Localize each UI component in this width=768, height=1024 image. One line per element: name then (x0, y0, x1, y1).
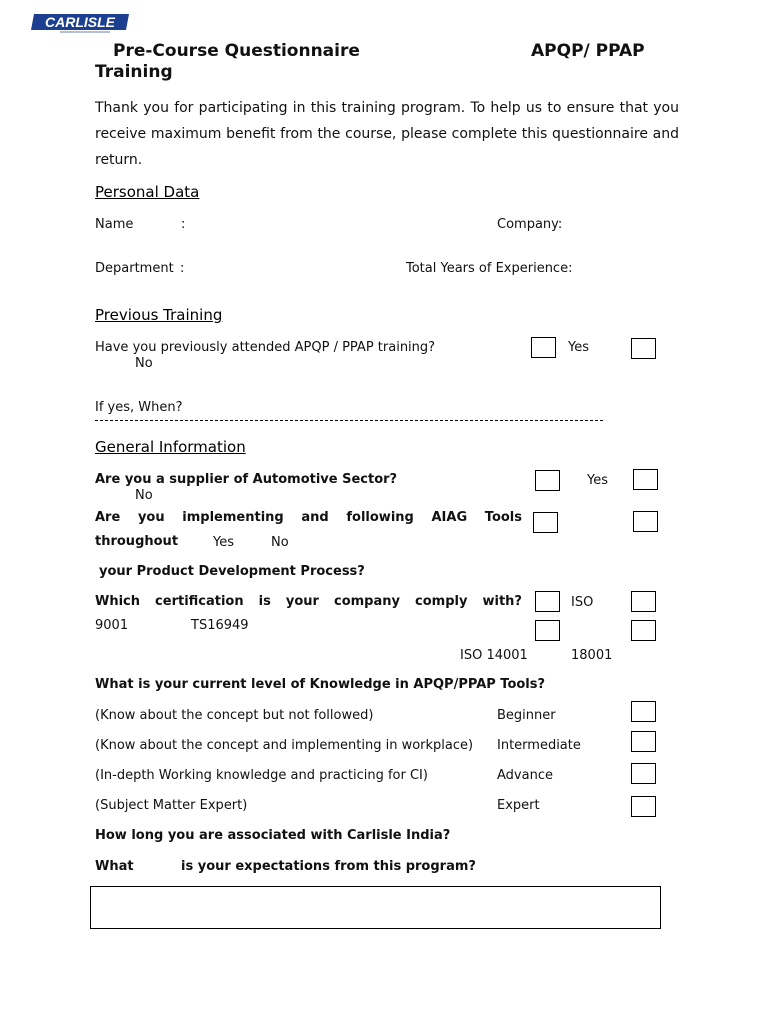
aiag-word: implementing (182, 510, 284, 525)
department-label: Department (95, 261, 174, 276)
supplier-yes-checkbox[interactable] (535, 470, 560, 491)
ohsas18001-checkbox[interactable] (631, 620, 656, 641)
page-title: Pre-Course Questionnaire (113, 41, 360, 61)
level-description: (Know about the concept and implementing in workplace) (95, 738, 474, 753)
previous-yes-checkbox[interactable] (531, 337, 556, 358)
knowledge-question: What is your current level of Knowledge in APQP/PPAP Tools? (95, 677, 546, 692)
cert-word: your (285, 594, 319, 609)
name-colon: : (181, 217, 186, 232)
supplier-no-checkbox[interactable] (633, 469, 658, 490)
page-title-course: APQP/ PPAP (531, 41, 645, 61)
supplier-no-label: No (135, 488, 153, 503)
level-description: (Know about the concept but not followed) (95, 708, 374, 723)
level-advance-checkbox[interactable] (631, 763, 656, 784)
supplier-question: Are you a supplier of Automotive Sector? (95, 472, 398, 487)
aiag-word: Are (95, 510, 121, 525)
level-expert-label: Expert (497, 798, 540, 813)
expectation-question: is your expectations from this program? (181, 859, 476, 874)
level-description: (Subject Matter Expert) (95, 798, 248, 813)
aiag-throughout: throughout (95, 534, 179, 549)
section-previous-training: Previous Training (95, 306, 223, 324)
page-title-line2: Training (95, 62, 173, 82)
aiag-yes-checkbox[interactable] (533, 512, 558, 533)
if-yes-when-label: If yes, When? (95, 400, 183, 415)
cert-word: Which (95, 594, 141, 609)
name-label: Name (95, 217, 134, 232)
cert-iso-label: ISO (571, 595, 594, 610)
cert-word: is (258, 594, 271, 609)
aiag-word: you (137, 510, 165, 525)
intro-paragraph: Thank you for participating in this training program. To help us to ensure that you receive maximum benefit from the course, please complete this questionnaire and return. (95, 100, 679, 168)
level-beginner-checkbox[interactable] (631, 701, 656, 722)
association-question: How long you are associated with Carlisle India? (95, 828, 451, 843)
cert-iso14001-label: ISO 14001 (460, 648, 528, 663)
cert-9001-label: 9001 (95, 618, 129, 633)
carlisle-logo (30, 12, 130, 32)
aiag-word: following (346, 510, 414, 525)
cert-word: certification (155, 594, 244, 609)
cert-ts16949-label: TS16949 (191, 618, 249, 633)
level-advance-label: Advance (497, 768, 553, 783)
cert-word: with? (482, 594, 522, 609)
aiag-no-label: No (271, 535, 289, 550)
level-expert-checkbox[interactable] (631, 796, 656, 817)
supplier-yes-label: Yes (587, 473, 608, 488)
previous-no-checkbox[interactable] (631, 338, 656, 359)
if-yes-answer-line[interactable] (95, 420, 603, 421)
cert-word: company (334, 594, 400, 609)
ts16949-checkbox[interactable] (631, 591, 656, 612)
previous-training-question: Have you previously attended APQP / PPAP training? (95, 340, 436, 355)
experience-label: Total Years of Experience: (406, 261, 573, 276)
level-description: (In-depth Working knowledge and practicing for CI) (95, 768, 428, 783)
aiag-word: and (301, 510, 329, 525)
expectation-question-what: What (95, 859, 134, 874)
iso14001-checkbox[interactable] (535, 620, 560, 641)
logo-text: CARLISLE (45, 14, 115, 30)
department-colon: : (180, 261, 185, 276)
certification-question (95, 594, 522, 609)
level-intermediate-checkbox[interactable] (631, 731, 656, 752)
aiag-question-line3: your Product Development Process? (99, 564, 365, 579)
previous-no-label: No (135, 356, 153, 371)
aiag-yes-label: Yes (213, 535, 234, 550)
aiag-no-checkbox[interactable] (633, 511, 658, 532)
section-personal-data: Personal Data (95, 183, 200, 201)
section-general-information: General Information (95, 438, 246, 456)
aiag-word: AIAG (431, 510, 468, 525)
cert-word: comply (415, 594, 468, 609)
expectations-textarea[interactable] (90, 886, 661, 929)
company-label: Company: (497, 217, 563, 232)
aiag-word: Tools (484, 510, 522, 525)
aiag-question-line1 (95, 510, 522, 525)
previous-yes-label: Yes (568, 340, 589, 355)
iso9001-checkbox[interactable] (535, 591, 560, 612)
cert-18001-label: 18001 (571, 648, 613, 663)
level-intermediate-label: Intermediate (497, 738, 581, 753)
level-beginner-label: Beginner (497, 708, 556, 723)
